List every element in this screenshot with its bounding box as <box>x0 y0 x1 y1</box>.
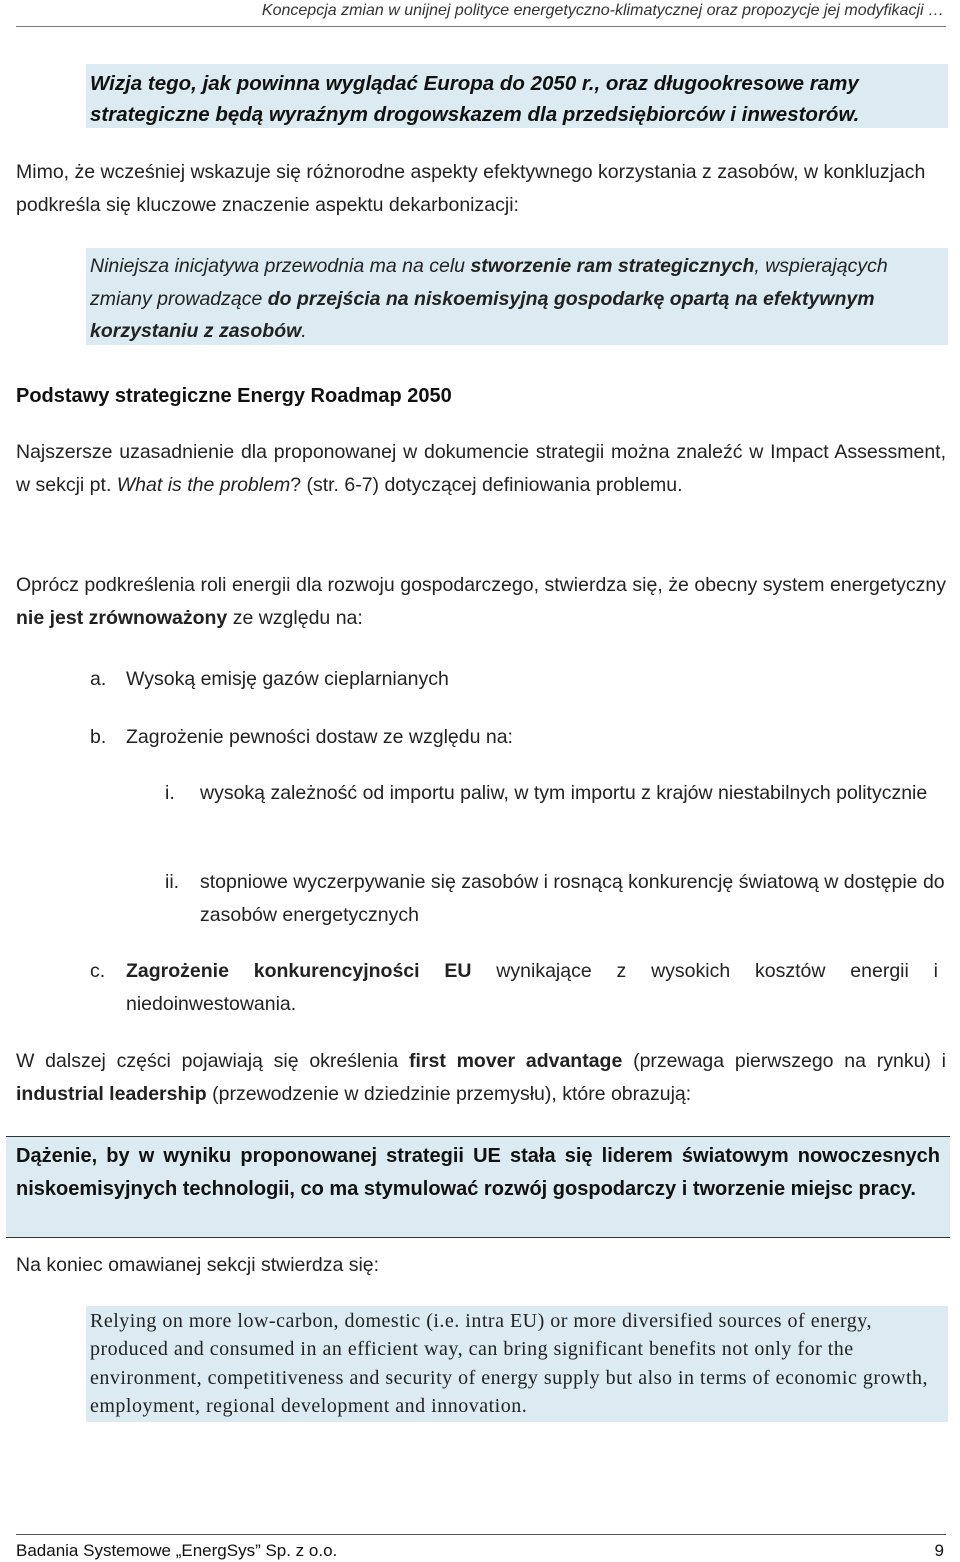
highlight-box-leadership <box>6 1136 950 1238</box>
paragraph-first-mover <box>16 1045 946 1110</box>
page-number: 9 <box>934 1541 944 1560</box>
list-item-b-ii <box>165 866 950 932</box>
system-part3: ze względu na: <box>227 606 363 629</box>
list-item-b-i <box>165 777 950 843</box>
initiative-quote-emphasis1: stworzenie ram strategicznych <box>470 255 755 277</box>
running-header <box>0 0 944 28</box>
header-divider <box>16 26 946 27</box>
impact-part1: Najszersze uzasadnienie dla proponowanej w dokumencie strategii można znaleźć w Impact Assessment, w sekcji pt. <box>16 441 946 496</box>
list-marker-a: a. <box>90 668 107 690</box>
paragraph-section-end: Na koniec omawianej sekcji stwierdza się: <box>16 1254 380 1276</box>
header-title: Koncepcja zmian w unijnej polityce energetyczno-klimatycznej oraz propozycje jej modyfikacji … <box>261 2 944 19</box>
list-text-a: Wysoką emisję gazów cieplarnianych <box>126 668 449 690</box>
list-item-c <box>90 955 950 1021</box>
highlight-box-initiative <box>86 248 948 345</box>
mover-term1: first mover advantage <box>408 1050 623 1072</box>
list-marker-c: c. <box>90 960 106 982</box>
mover-term2: industrial leadership <box>16 1082 207 1105</box>
initiative-quote-part3: , wspierających zmiany prowadzące <box>90 255 888 310</box>
initiative-quote-part5: . <box>301 320 307 342</box>
footer-divider <box>16 1534 946 1535</box>
english-quote: Relying on more low-carbon, domestic (i.e. intra EU) or more diversified sources of energy, produced and consumed in an efficient way, can bring significant benefits not only for the environment, competitiveness and security of energy supply but also in terms of economic growth, employment, regional development and innovation. <box>90 1310 929 1417</box>
list-text-ii: stopniowe wyczerpywanie się zasobów i rosnącą konkurencję światową w dostępie do zasobów energetycznych <box>200 871 945 926</box>
mover-part3: (przewaga pierwszego na rynku) i <box>622 1050 946 1072</box>
section-heading: Podstawy strategiczne Energy Roadmap 2050 <box>16 385 452 407</box>
list-marker-b: b. <box>90 726 107 748</box>
leadership-quote: Dążenie, by w wyniku proponowanej strategii UE stała się liderem światowym nowoczesnych niskoemisyjnych technologii, co ma stymulować rozwój gospodarczy i tworzenie miejsc pracy. <box>16 1145 940 1200</box>
paragraph-impact-assessment <box>16 436 946 501</box>
system-part1: Oprócz podkreślenia roli energii dla rozwoju gospodarczego, stwierdza się, że obecny system energetyczny <box>16 574 946 596</box>
initiative-quote-emphasis2: do przejścia na niskoemisyjną gospodarkę opartą na efektywnym korzystaniu z zasobów <box>90 287 875 342</box>
mover-part5: (przewodzenie w dziedzinie przemysłu), które obrazują: <box>206 1082 692 1105</box>
list-marker-ii: ii. <box>165 871 180 893</box>
paragraph-decarbonization-intro: Mimo, że wcześniej wskazuje się różnorodne aspekty efektywnego korzystania z zasobów, w konkluzjach podkreśla się kluczowe znaczenie aspektu dekarbonizacji: <box>16 161 926 216</box>
mover-part1: W dalszej części pojawiają się określenia <box>16 1050 409 1072</box>
list-text-b: Zagrożenie pewności dostaw ze względu na: <box>126 726 513 748</box>
highlight-box-english-quote <box>86 1306 948 1422</box>
impact-problem-title: What is the problem <box>116 473 291 496</box>
initiative-quote-part1: Niniejsza inicjatywa przewodnia ma na celu <box>90 255 471 277</box>
highlight-box-vision <box>86 64 948 128</box>
impact-part3: ? (str. 6-7) dotyczącej definiowania problemu. <box>290 473 683 496</box>
list-text-i: wysoką zależność od importu paliw, w tym importu z krajów niestabilnych politycznie <box>200 782 928 804</box>
paragraph-unsustainable-system <box>16 569 946 634</box>
list-text-c-bold: Zagrożenie konkurencyjności EU <box>126 960 472 982</box>
vision-quote: Wizja tego, jak powinna wyglądać Europa do 2050 r., oraz długookresowe ramy strategiczne będą wyraźnym drogowskazem dla przedsiębiorców i inwestorów. <box>90 72 860 126</box>
list-text-c-rest: wynikające z wysokich kosztów energii i niedoinwestowania. <box>126 960 938 1015</box>
list-text-c <box>126 955 938 1020</box>
list-marker-i: i. <box>165 782 175 804</box>
initiative-quote <box>86 248 948 348</box>
footer-company: Badania Systemowe „EnergSys” Sp. z o.o. <box>16 1541 338 1560</box>
system-emphasis: nie jest zrównoważony <box>16 606 228 629</box>
